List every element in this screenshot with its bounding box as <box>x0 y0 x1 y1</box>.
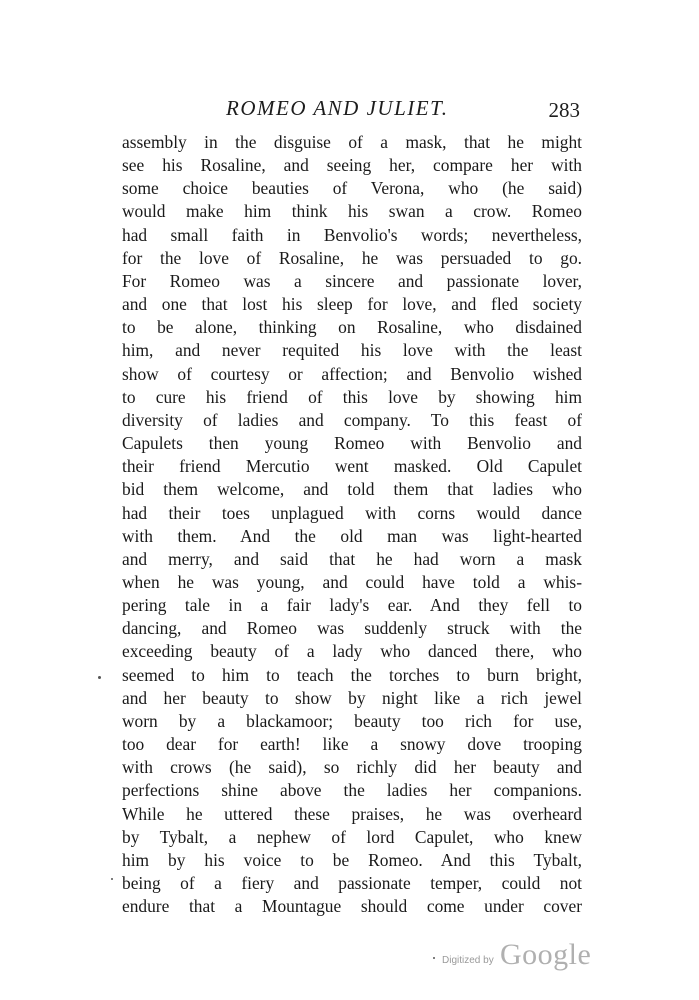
text-line: by Tybalt, a nephew of lord Capulet, who knew <box>122 826 582 847</box>
text-line: see his Rosaline, and seeing her, compare her with <box>122 155 582 176</box>
text-line: for the love of Rosaline, he was persuaded to go. <box>122 247 582 268</box>
text-line: and merry, and said that he had worn a mask <box>122 548 582 569</box>
text-line: being of a fiery and passionate temper, could not <box>122 873 582 893</box>
text-line: and her beauty to show by night like a rich jewel <box>122 687 582 708</box>
margin-speck <box>433 957 435 959</box>
text-line: him, and never requited his love with the least <box>122 340 582 361</box>
running-title: ROMEO AND JULIET. <box>226 96 449 120</box>
text-line: bid them welcome, and told them that ladies who <box>122 479 582 500</box>
text-line: with crows (he said), so richly did her beauty and <box>122 757 582 778</box>
text-line: too dear for earth! like a snowy dove trooping <box>122 734 582 755</box>
text-line: diversity of ladies and company. To this feast of <box>122 409 582 430</box>
text-line: seemed to him to teach the torches to burn bright, <box>122 664 582 685</box>
page-number: 283 <box>548 98 580 122</box>
text-line: assembly in the disguise of a mask, that he might <box>122 132 582 152</box>
google-logo: Google <box>500 938 592 971</box>
margin-speck <box>111 878 113 880</box>
text-line: to cure his friend of this love by showing him <box>122 386 582 407</box>
text-line: exceeding beauty of a lady who danced there, who <box>122 641 582 662</box>
digitized-label: Digitized by <box>442 955 494 966</box>
text-line: and one that lost his sleep for love, and fled society <box>122 294 582 315</box>
digitized-watermark <box>442 938 592 978</box>
text-line: had small faith in Benvolio's words; nevertheless, <box>122 224 582 245</box>
text-line: some choice beauties of Verona, who (he said) <box>122 178 582 199</box>
text-line: endure that a Mountague should come under cover <box>122 896 582 917</box>
text-line: to be alone, thinking on Rosaline, who disdained <box>122 317 582 338</box>
text-line: pering tale in a fair lady's ear. And they fell to <box>122 595 582 616</box>
running-head <box>122 96 582 126</box>
text-line: dancing, and Romeo was suddenly struck with the <box>122 618 582 639</box>
text-line: show of courtesy or affection; and Benvolio wished <box>122 363 582 384</box>
text-line: would make him think his swan a crow. Romeo <box>122 201 582 222</box>
text-line: him by his voice to be Romeo. And this Tybalt, <box>122 849 582 870</box>
text-line: Capulets then young Romeo with Benvolio and <box>122 433 582 454</box>
text-line: their friend Mercutio went masked. Old Capulet <box>122 456 582 477</box>
text-line: with them. And the old man was light-hearted <box>122 525 582 546</box>
text-line: when he was young, and could have told a whis- <box>122 571 582 592</box>
text-line: had their toes unplagued with corns would dance <box>122 502 582 523</box>
text-line: worn by a blackamoor; beauty too rich for use, <box>122 710 582 731</box>
margin-speck <box>98 676 101 679</box>
text-line: While he uttered these praises, he was overheard <box>122 803 582 824</box>
text-line: For Romeo was a sincere and passionate lover, <box>122 270 582 291</box>
text-line: perfections shine above the ladies her companions. <box>122 780 582 801</box>
body-text <box>122 131 582 918</box>
